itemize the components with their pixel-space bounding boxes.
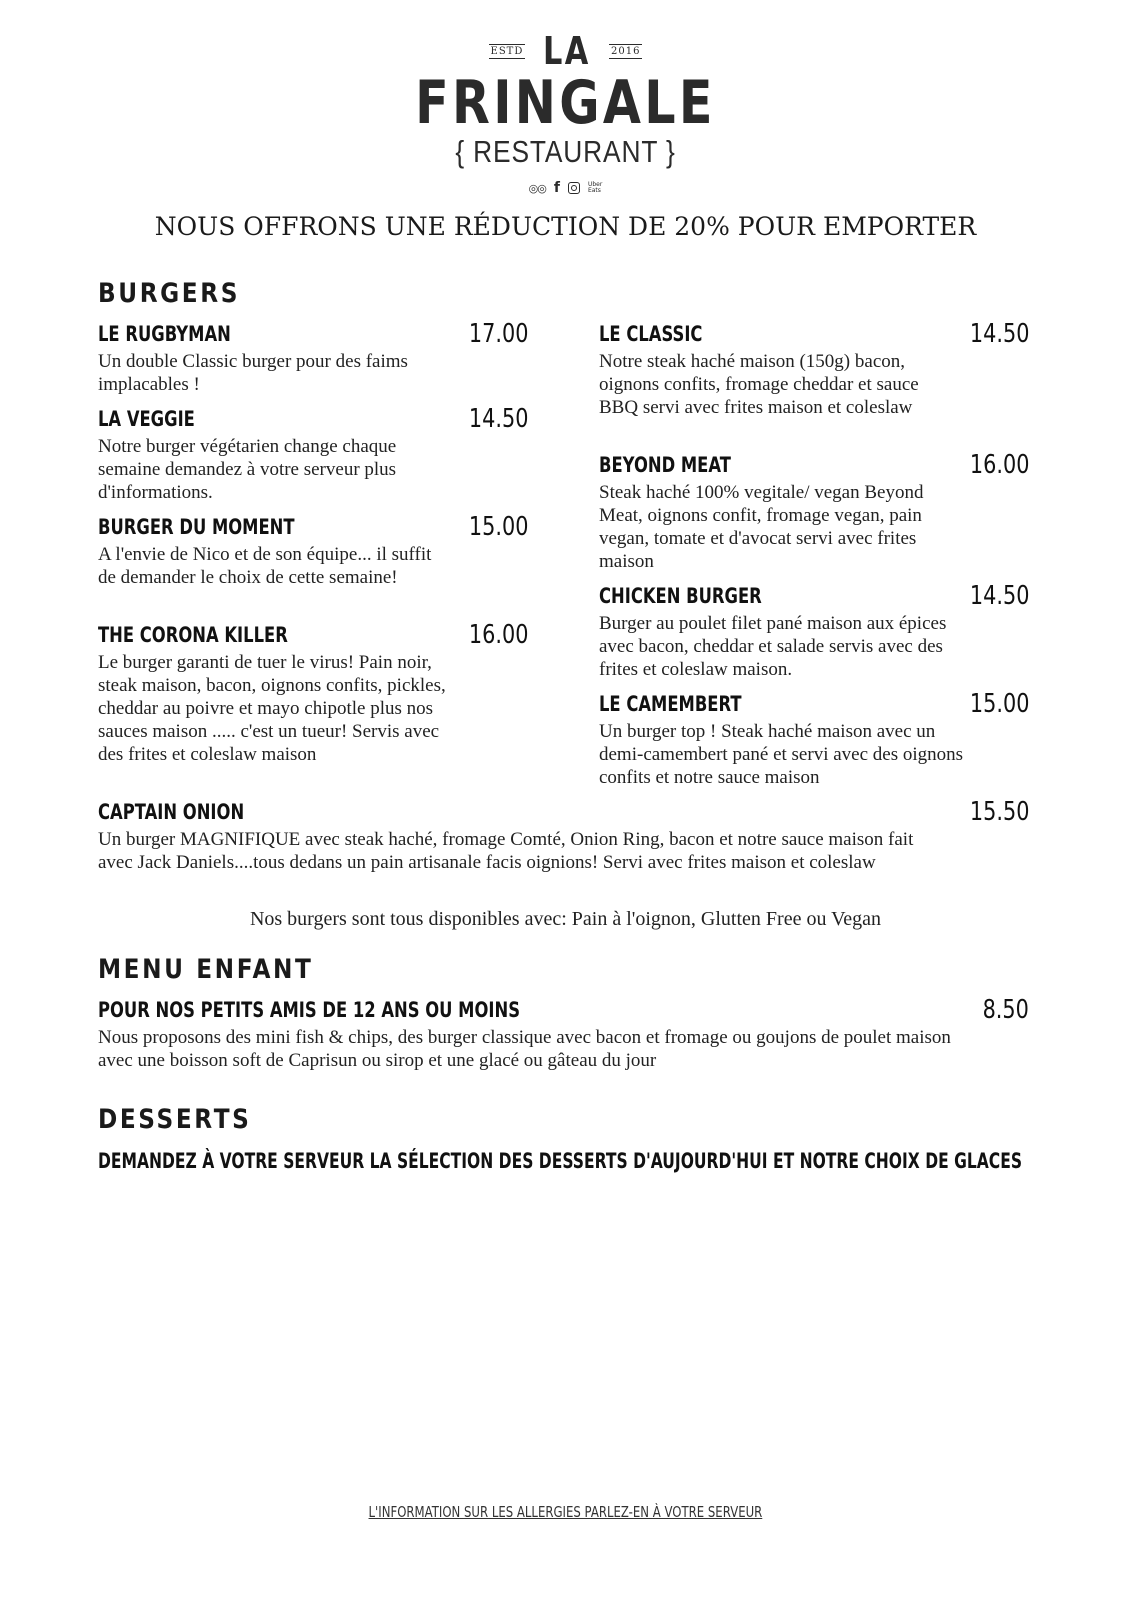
instagram-icon[interactable] [568,182,580,194]
item-description: Un burger top ! Steak haché maison avec un demi-camembert pané et servi avec des oignons confits et notre sauce maison [599,721,964,788]
item-description: Steak haché 100% vegitale/ vegan Beyond Meat, oignons confit, fromage vegan, pain vegan, tomate et d'avocat servi avec frites maison [599,482,924,572]
social-icons [0,178,1131,198]
uber-eats-icon[interactable] [588,182,602,194]
menu-item [599,582,1029,681]
burger-options-note: Nos burgers sont tous disponibles avec: Pain à l'oignon, Glutten Free ou Vegan [249,908,882,930]
item-price: 17.00 [468,319,528,349]
item-description: Un double Classic burger pour des faims implacables ! [98,351,408,395]
item-name: LA VEGGIE [98,407,195,431]
item-name: THE CORONA KILLER [98,623,288,647]
allergy-note: L'INFORMATION SUR LES ALLERGIES PARLEZ-EN À VOTRE SERVEUR [368,1503,763,1521]
item-price: 14.50 [969,319,1029,349]
item-description: Burger au poulet filet pané maison aux épices avec bacon, cheddar et salade servis avec des frites et coleslaw maison. [599,613,947,680]
logo-top-row [0,30,1131,72]
menu-item [98,320,528,396]
item-price: 8.50 [982,995,1029,1025]
logo-la: LA [543,29,592,73]
logo-year: 2016 [611,45,641,57]
item-description: Notre burger végétarien change chaque semaine demandez à votre serveur plus d'informations. [98,436,397,503]
item-price: 16.00 [969,450,1029,480]
logo-subtitle: { RESTAURANT } [455,134,676,169]
item-name: BURGER DU MOMENT [98,515,295,539]
allergy-footer [0,1503,1131,1522]
item-description: Nous proposons des mini fish & chips, des burger classique avec bacon et fromage ou goujons de poulet maison avec une boisson soft de Caprisun ou sirop et une glacé ou gâteau du jour [98,1027,951,1071]
eats-text: Eats [587,187,601,194]
item-price: 15.00 [969,689,1029,719]
item-name: LE CLASSIC [599,322,703,346]
item-name: BEYOND MEAT [599,453,731,477]
item-price: 14.50 [969,581,1029,611]
item-description: Le burger garanti de tuer le virus! Pain noir, steak maison, bacon, oignons confits, pickles, cheddar au poivre et mayo chipotle plus nos sauces maison ..... c'est un tueur! Servis avec des frites et coleslaw maison [98,652,446,765]
item-price: 14.50 [468,404,528,434]
item-description: Un burger MAGNIFIQUE avec steak haché, fromage Comté, Onion Ring, bacon et notre sauce maison fait avec Jack Daniels....tous dedans un pain artisanale facis oignions! Servi avec frites maison et coleslaw [98,829,914,873]
facebook-icon[interactable]: f [553,180,560,196]
section-title-burgers: BURGERS [98,278,241,309]
item-name: POUR NOS PETITS AMIS DE 12 ANS OU MOINS [98,998,521,1022]
menu-item [599,690,1029,789]
item-price: 15.00 [468,512,528,542]
item-description: Notre steak haché maison (150g) bacon, oignons confits, fromage cheddar et sauce BBQ servi avec frites maison et coleslaw [599,351,919,418]
item-name: LE RUGBYMAN [98,322,231,346]
item-description: A l'envie de Nico et de son équipe... il suffit de demander le choix de cette semaine! [98,544,432,588]
uber-text: Uber [587,181,603,188]
menu-item [98,513,528,589]
menu-item [599,451,1029,573]
section-title-desserts: DESSERTS [98,1104,252,1135]
section-title-kids-menu: MENU ENFANT [98,954,314,985]
menu-item [98,798,1029,874]
menu-item [98,621,528,766]
item-name: CAPTAIN ONION [98,800,245,824]
logo-name: FRINGALE [415,68,716,138]
item-price: 16.00 [468,620,528,650]
promo-banner: NOUS OFFRONS UNE RÉDUCTION DE 20% POUR EMPORTER [154,212,977,241]
tripadvisor-icon[interactable]: ◎◎ [528,181,546,195]
restaurant-logo [0,30,1131,198]
item-name: LE CAMEMBERT [599,692,742,716]
menu-item [98,405,528,504]
item-price: 15.50 [969,797,1029,827]
menu-item [98,996,1029,1072]
item-name: CHICKEN BURGER [599,584,762,608]
logo-estd: ESTD [490,45,524,57]
menu-item [599,320,1029,419]
desserts-note: DEMANDEZ À VOTRE SERVEUR LA SÉLECTION DES DESSERTS D'AUJOURD'HUI ET NOTRE CHOIX DE GLACES [98,1149,1023,1173]
